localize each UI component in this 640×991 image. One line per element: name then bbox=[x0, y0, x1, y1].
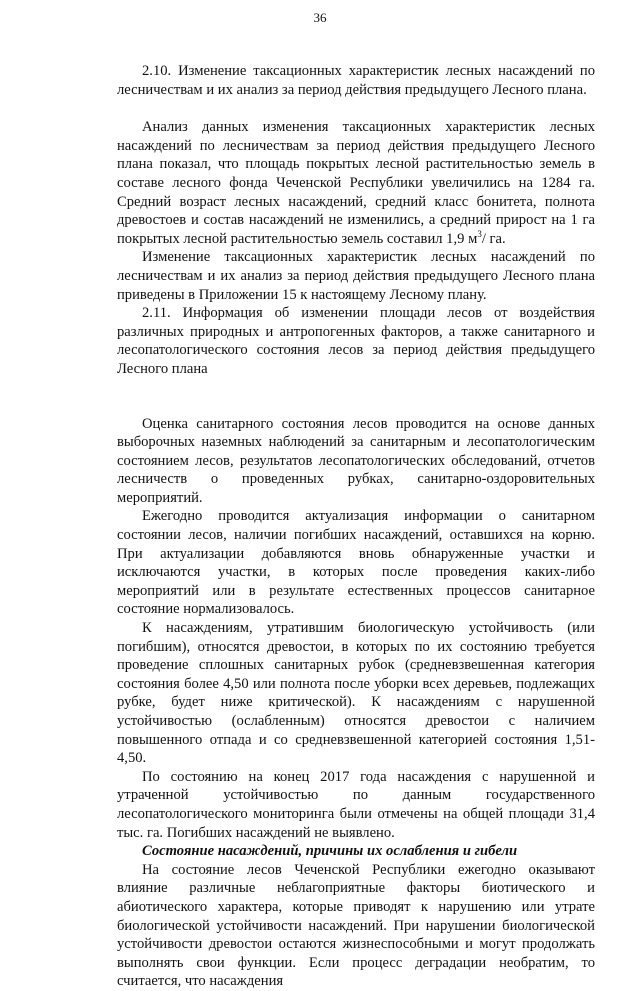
section-2-11-paragraph-4: По состоянию на конец 2017 года насаждения с нарушенной и утраченной устойчивостью по данным государственного лесопатологического мониторинга были отмечены на общей площади 31,4 тыс. га. Погибших насаждений не выявлено. bbox=[117, 768, 595, 841]
subsection-heading: Состояние насаждений, причины их ослабления и гибели bbox=[142, 843, 518, 860]
section-2-11-heading: 2.11. Информация об изменении площади лесов от воздействия различных природных и антропогенных факторов, а также санитарного и лесопатологического состояния лесов за период действия предыдущего Лесного плана bbox=[117, 305, 595, 377]
paragraph-text: Анализ данных изменения таксационных характеристик лесных насаждений по лесничествам за период действия предыдущего Лесного плана показал, что площадь покрытых лесной растительностью земель в составе лесного фонда Чеченской Республики увеличились на 1284 га. Средний возраст лесных насаждений, средний класс бонитета, полнота древостоев и состав насаждений не изменились, а средний прирост на 1 га покрытых лесной растительностью земель составил 1,9 м bbox=[117, 119, 595, 247]
section-2-10-paragraph-2: Изменение таксационных характеристик лесных насаждений по лесничествам и их анализ за период действия предыдущего Лесного плана приведены в Приложении 15 к настоящему Лесному плану. bbox=[117, 249, 595, 303]
subsection-paragraph-1: На состояние лесов Чеченской Республики ежегодно оказывают влияние различные неблагоприятные факторы биотического и абиотического характера, которые приводят к нарушению или утрате биологической устойчивости насаждений. При нарушении биологической устойчивости древостои остаются жизнеспособными и могут продолжать выполнять свои функции. Если процесс деградации необратим, то считается, что насаждения bbox=[117, 861, 595, 990]
page-content bbox=[117, 62, 595, 991]
page-number: 36 bbox=[313, 10, 327, 25]
section-2-10-paragraph-1 bbox=[117, 118, 595, 248]
section-2-11-paragraph-1: Оценка санитарного состояния лесов проводится на основе данных выборочных наземных наблюдений за санитарным и лесопатологическим состоянием лесов, результатов лесопатологических обследований, отчетов лесничеств о проведенных рубках, санитарно-оздоровительных мероприятий. bbox=[117, 415, 595, 506]
superscript: 3 bbox=[477, 228, 482, 239]
section-2-11-paragraph-2: Ежегодно проводится актуализация информации о санитарном состоянии лесов, наличии погибших насаждений, оставшихся на корню. При актуализации добавляются вновь обнаруженные участки и исключаются участки, в которых после проведения каких-либо мероприятий или в результате естественных процессов санитарное состояние нормализовалось. bbox=[117, 508, 595, 618]
paragraph-text-end: / га. bbox=[481, 230, 506, 247]
section-2-10-heading: 2.10. Изменение таксационных характеристик лесных насаждений по лесничествам и их анализ за период действия предыдущего Лесного плана. bbox=[117, 63, 595, 98]
section-2-11-paragraph-3: К насаждениям, утратившим биологическую устойчивость (или погибшим), относятся древостои, в которых по их состоянию требуется проведение сплошных санитарных рубок (средневзвешенная категория состояния более 4,50 или полнота после уборки всех деревьев, подлежащих рубке, будет ниже критической). К насаждениям с нарушенной устойчивостью (ослабленным) относятся древостои с наличием повышенного отпада и со средневзвешенной категорией состояния 1,51-4,50. bbox=[117, 620, 595, 767]
